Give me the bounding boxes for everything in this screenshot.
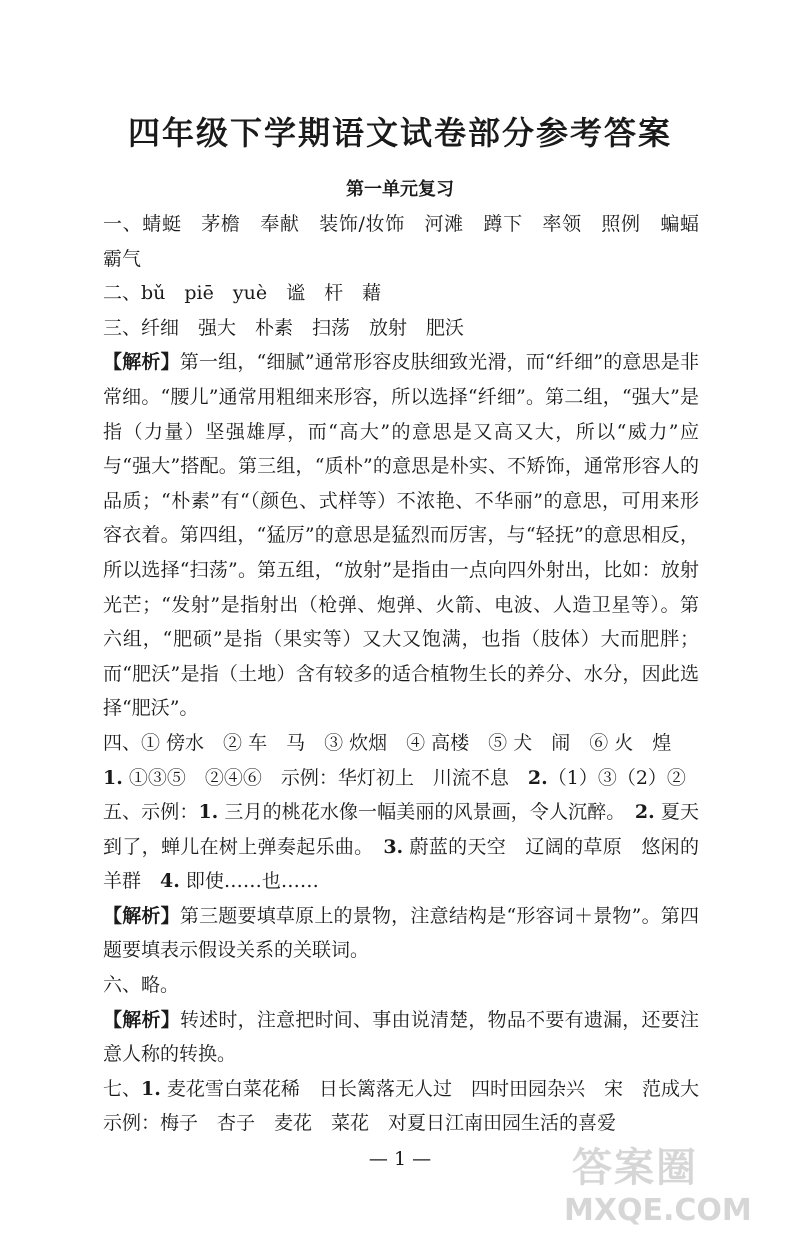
answer-part-4: 四、① 傍水 ② 车 马 ③ 炊烟 ④ 高楼 ⑤ 犬 闹 ⑥ 火 煌: [103, 731, 672, 754]
analysis-tag: 【解析】: [103, 904, 180, 927]
answer-part-2: 二、bǔ piē yuè 谧 杆 藉: [103, 282, 382, 305]
answer-part-4-sub: [103, 761, 699, 796]
analysis-text: 第一组，“细腻”通常形容皮肤细致光滑，而“纤细”的意思是非常细。“腰儿”通常用粗细来形容，所以选择“纤细”。第二组，“强大”是指（力量）坚强雄厚，而“高大”的意思是又高又大，所以“威力”应与“强大”搭配。第三组，“质朴”的意思是朴实、不矫饰，通常形容人的品质；“朴素”有“（颜色、式样等）不浓艳、不华丽”的意思，可用来形容衣着。第四组，“猛厉”的意思是猛烈而厉害，与“轻抚”的意思相反，所以选择“扫荡”。第五组，“放射”是指由一点向四外射出，比如：放射光芒；“发射”是指射出（枪弹、炮弹、火箭、电波、人造卫星等）。第六组，“肥硕”是指（果实等）又大又饱满，也指（肢体）大而肥胖；而“肥沃”是指（土地）含有较多的适合植物生长的养分、水分，因此选择“肥沃”。: [103, 351, 699, 720]
item-number: 4.: [160, 870, 180, 893]
answer-part-5: [103, 795, 699, 899]
item-text: 麦花雪白菜花稀 日长篱落无人过 四时田园杂兴 宋 范成大 示例：梅子 杏子 麦花 菜花 对夏日江南田园生活的喜爱: [103, 1077, 719, 1135]
item-text: 三月的桃花水像一幅美丽的风景画，令人沉醉。: [218, 801, 635, 824]
analysis-part-6: [103, 1003, 699, 1072]
item-text: 七、: [103, 1077, 142, 1100]
page-number: — 1 —: [368, 1148, 432, 1170]
watermark-logo: [564, 1136, 784, 1228]
item-number: 3.: [383, 835, 404, 858]
item-text: 五、示例：: [103, 801, 199, 824]
page-title: 四年级下学期语文试卷部分参考答案: [127, 114, 672, 152]
answer-part-6: 六、略。: [103, 974, 180, 997]
item-number: 1.: [198, 801, 219, 824]
answer-part-7: [103, 1072, 719, 1141]
item-number: 1.: [103, 766, 123, 789]
item-text: 即使……也……: [179, 870, 319, 893]
analysis-tag: 【解析】: [103, 1008, 180, 1031]
answer-part-1: 一、蜻蜓 茅檐 奉献 装饰/妆饰 河滩 蹲下 率领 照例 蝙蝠 霸气: [103, 213, 719, 270]
analysis-tag: 【解析】: [103, 351, 180, 374]
answer-body: [103, 207, 719, 1141]
watermark-text-bottom: MXQE.COM: [564, 1193, 752, 1228]
item-number: 2.: [634, 801, 655, 824]
analysis-text: 第三题要填草原上的景物，注意结构是“形容词＋景物”。第四题要填表示假设关系的关联词。: [103, 904, 699, 962]
item-number: 2.: [527, 766, 548, 789]
item-text: 蔚蓝的天空 辽阔的草原 悠闲的羊群: [103, 835, 699, 893]
item-text: 夏天到了，蝉儿在树上弹奏起乐曲。: [103, 801, 699, 858]
analysis-part-5: [103, 899, 699, 968]
item-text: ①③⑤ ②④⑥ 示例：华灯初上 川流不息: [122, 766, 528, 789]
item-number: 1.: [141, 1077, 161, 1100]
analysis-text: 转述时，注意把时间、事由说清楚，物品不要有遗漏，还要注意人称的转换。: [103, 1008, 699, 1066]
answer-part-3: 三、纤细 强大 朴素 扫荡 放射 肥沃: [103, 316, 465, 339]
section-title: 第一单元复习: [346, 179, 454, 200]
item-text: （1）③（2）②: [547, 766, 686, 789]
analysis-part-3: [103, 345, 699, 726]
watermark-text-top: 答案圈: [572, 1145, 698, 1191]
